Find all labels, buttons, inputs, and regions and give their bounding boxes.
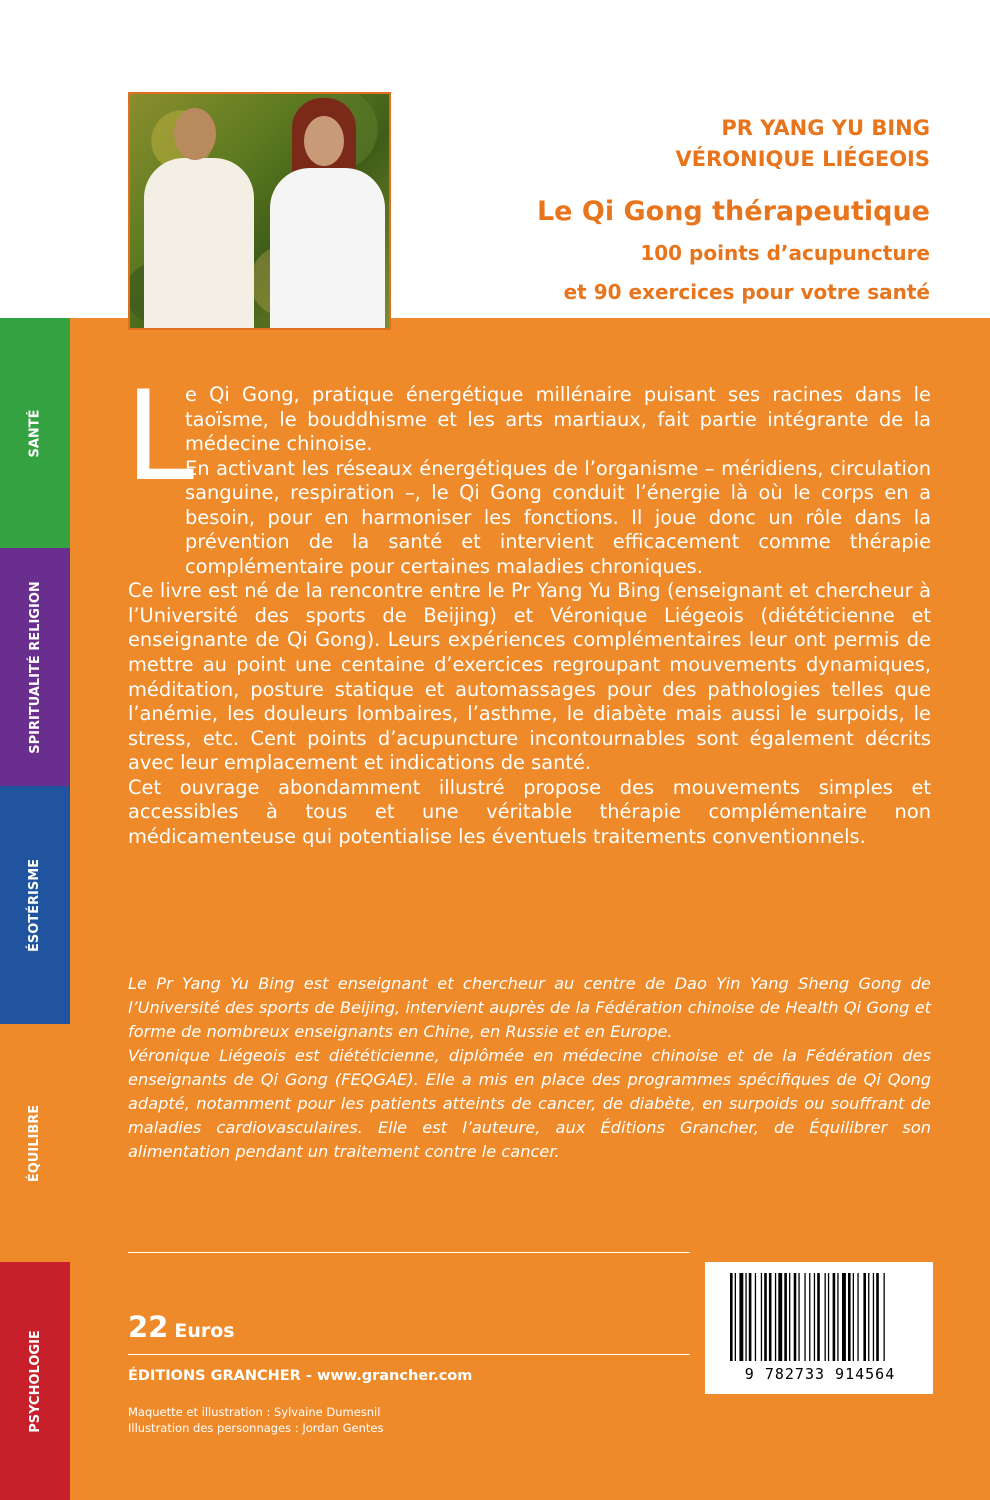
barcode-bar (784, 1273, 787, 1361)
barcode-bar (814, 1273, 815, 1361)
barcode-bar (817, 1273, 820, 1361)
price (128, 1310, 235, 1344)
publisher-line: ÉDITIONS GRANCHER - www.grancher.com (128, 1368, 473, 1384)
divider-top (128, 1252, 690, 1253)
barcode-bar (825, 1273, 826, 1361)
barcode-bars (730, 1273, 910, 1363)
barcode-bar (842, 1273, 846, 1361)
authors-bio (128, 972, 931, 1164)
barcode-bar (853, 1273, 854, 1361)
category-tab-esoterisme (0, 786, 70, 1024)
description-paragraph-4: Cet ouvrage abondamment illustré propose des mouvements simples et accessibles à tous et une véritable thérapie complémentaire non médicamenteuse qui potentialise les éventuels traitements conventionnels. (128, 775, 931, 848)
isbn-number: 9 782733 914564 (744, 1365, 896, 1383)
bio-paragraph-2: Véronique Liégeois est diététicienne, diplômée en médecine chinoise et de la Fédération des enseignants de Qi Gong (FEQGAE). Elle a mis en place des programmes spécifiques de Qi Qong adapté, notamment pour les patients atteints de cancer, de diabète, en surpoids ou souffrant de maladies cardiovasculaires. Elle est l’auteure, aux Éditions Grancher, de Équilibrer son alimentation pendant un traitement contre le cancer. (128, 1046, 931, 1161)
barcode-bar (755, 1273, 756, 1361)
barcode-bar (828, 1273, 829, 1361)
barcode-bar (833, 1273, 836, 1361)
barcode-bar (873, 1273, 874, 1361)
barcode-bar (775, 1273, 776, 1361)
category-tab-label: SPIRITUALITÉ RELIGION (27, 580, 43, 754)
drop-cap: L (125, 365, 195, 509)
barcode-bar (809, 1273, 810, 1361)
barcode-bar (804, 1273, 805, 1361)
barcode-bar (837, 1273, 838, 1361)
category-tab-label: ÉQUILIBRE (27, 1104, 43, 1182)
category-tab-equilibre (0, 1024, 70, 1262)
barcode-bar (739, 1273, 743, 1361)
barcode-bar (761, 1273, 762, 1361)
authors-photo (128, 92, 391, 330)
category-tab-label: SANTÉ (27, 408, 43, 458)
barcode-bar (745, 1273, 746, 1361)
barcode-bar (749, 1273, 752, 1361)
bio-paragraph-1: Le Pr Yang Yu Bing est enseignant et chercheur au centre de Dao Yin Yang Sheng Gong de l’Université des sports de Beijing, intervient auprès de la Fédération chinoise de Health Qi Gong et forme de nombreux enseignants en Chine, en Russie et en Europe. (128, 974, 931, 1041)
author-name-1: PR YANG YU BING (721, 116, 930, 140)
author-name-2: VÉRONIQUE LIÉGEOIS (675, 147, 930, 171)
barcode-bar (798, 1273, 799, 1361)
barcode (705, 1262, 933, 1394)
barcode-bar (857, 1273, 858, 1361)
barcode-bar (794, 1273, 797, 1361)
book-subtitle-line-2: et 90 exercices pour votre santé (563, 280, 930, 304)
photo-author-man (144, 98, 254, 328)
category-tab-spiritualite (0, 548, 70, 786)
barcode-bar (884, 1273, 885, 1361)
barcode-bar (868, 1273, 869, 1361)
barcode-bar (735, 1273, 736, 1361)
credit-characters: Illustration des personnages : Jordan Gentes (128, 1421, 384, 1435)
book-title: Le Qi Gong thérapeutique (536, 196, 930, 227)
price-currency: Euros (174, 1320, 235, 1342)
description-paragraph-3: Ce livre est né de la rencontre entre le Pr Yang Yu Bing (enseignant et chercheur à l’Université des sports de Beijing) et Véronique Liégeois (diététicienne et enseignante de Qi Gong). Leurs expériences complémentaires leur ont permis de mettre au point une centaine d’exercices regroupant mouvements dynamiques, méditation, posture statique et automassages pour des pathologies telles que l’anémie, les douleurs lombaires, l’asthme, le diabète mais aussi le surpoids, le stress, etc. Cent points d’acupuncture incontournables sont également décrits avec leur emplacement et indications de santé. (128, 579, 931, 775)
barcode-bar (778, 1273, 782, 1361)
photo-author-woman (270, 98, 385, 328)
description-paragraph-2: En activant les réseaux énergétiques de l’organisme – méridiens, circulation sanguine, respiration –, le Qi Gong conduit l’énergie là où le corps en a besoin, pour en harmoniser les fonctions. Il joue donc un rôle dans la prévention de la santé et intervient efficacement comme thérapie complémentaire pour certaines maladies chroniques. (185, 456, 931, 578)
credit-layout: Maquette et illustration : Sylvaine Dumesnil (128, 1405, 381, 1419)
price-value: 22 (128, 1310, 169, 1344)
category-tab-sante (0, 318, 70, 548)
category-tab-label: ÉSOTÉRISME (27, 858, 43, 952)
divider-bottom (128, 1354, 690, 1355)
barcode-bar (789, 1273, 790, 1361)
description-paragraph-1: e Qi Gong, pratique énergétique millénaire puisant ses racines dans le taoïsme, le bouddhisme et les arts martiaux, fait partie intégrante de la médecine chinoise. (185, 383, 931, 456)
barcode-bar (730, 1273, 733, 1361)
book-subtitle-line-1: 100 points d’acupuncture (640, 241, 930, 265)
category-tab-label: PSYCHOLOGIE (27, 1329, 43, 1433)
barcode-bar (764, 1273, 767, 1361)
barcode-bar (769, 1273, 772, 1361)
description-text (128, 383, 931, 849)
barcode-bar (876, 1273, 879, 1361)
barcode-bar (863, 1273, 866, 1361)
barcode-bar (848, 1273, 851, 1361)
category-tab-psychologie (0, 1262, 70, 1500)
